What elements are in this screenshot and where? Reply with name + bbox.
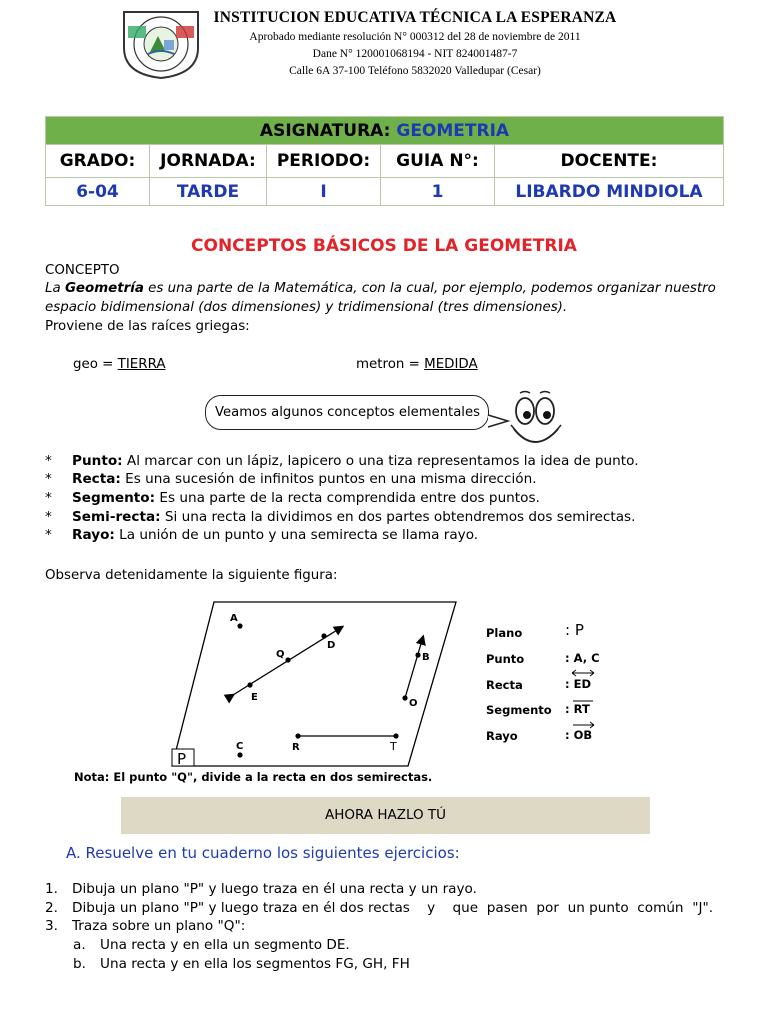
concepto-text-c: es una parte de la Matemática, con la cual, por ejemplo, podemos organizar nuestro bbox=[143, 281, 716, 296]
course-info-table bbox=[45, 116, 724, 206]
legend-segmento-value: : RT bbox=[565, 702, 590, 716]
geo-definition bbox=[73, 355, 166, 374]
double-arrow-icon bbox=[571, 669, 595, 677]
point-a bbox=[237, 623, 242, 628]
grado-value: 6-04 bbox=[46, 178, 150, 206]
plane-label: P bbox=[177, 750, 187, 768]
geo-value: TIERRA bbox=[117, 357, 166, 372]
bullet-rayo: * Rayo: La unión de un punto y una semirecta se llama rayo. bbox=[45, 527, 479, 543]
point-e bbox=[247, 682, 252, 687]
concepto-text-a: La bbox=[45, 281, 65, 296]
concepto-paragraph-line1 bbox=[45, 279, 735, 298]
bullet-segmento: * Segmento: Es una parte de la recta comprendida entre dos puntos. bbox=[45, 490, 540, 506]
plane-outline bbox=[172, 602, 456, 766]
point-q bbox=[285, 657, 290, 662]
legend-punto-value: : A, C bbox=[565, 651, 600, 665]
bullet-recta: * Recta: Es una sucesión de infinitos puntos en una misma dirección. bbox=[45, 471, 537, 487]
exercise-number: 1. bbox=[45, 881, 58, 897]
overline-bar-icon bbox=[573, 699, 593, 703]
exercise-1 bbox=[45, 880, 477, 898]
label-q: Q bbox=[276, 649, 285, 660]
section-a-heading: A. Resuelve en tu cuaderno los siguientes ejercicios: bbox=[66, 844, 460, 862]
geometry-figure bbox=[160, 596, 470, 771]
smiley-face-icon bbox=[470, 385, 570, 455]
bullet-punto: * Punto: Al marcar con un lápiz, lapicero o una tiza representamos la idea de punto. bbox=[45, 453, 639, 469]
ahora-hazlo-banner: AHORA HAZLO TÚ bbox=[121, 797, 650, 834]
exercise-text: Una recta y en ella los segmentos FG, GH, FH bbox=[100, 956, 410, 972]
observe-instruction: Observa detenidamente la siguiente figura: bbox=[45, 568, 338, 583]
point-o bbox=[402, 695, 407, 700]
guia-header: GUIA N°: bbox=[381, 145, 495, 178]
exercise-text: Dibuja un plano "P" y luego traza en él dos rectas y que pasen por un punto común "J". bbox=[72, 900, 714, 916]
legend-recta-value: : ED bbox=[565, 677, 592, 691]
bullet-semirecta: * Semi-recta: Si una recta la dividimos en dos partes obtendremos dos semirectas. bbox=[45, 509, 636, 525]
legend-plano-label: Plano bbox=[486, 626, 523, 640]
docente-value: LIBARDO MINDIOLA bbox=[495, 178, 724, 206]
bullet-term: Rayo: bbox=[72, 527, 115, 543]
guia-value: 1 bbox=[381, 178, 495, 206]
exercise-text: Dibuja un plano "P" y luego traza en él una recta y un rayo. bbox=[72, 881, 477, 897]
legend-punto-label: Punto bbox=[486, 652, 525, 666]
address-line: Calle 6A 37-100 Teléfono 5832020 Valledupar (Cesar) bbox=[289, 65, 541, 77]
bullet-term: Segmento: bbox=[72, 490, 156, 506]
resolution-line: Aprobado mediante resolución N° 000312 del 28 de noviembre de 2011 bbox=[249, 31, 581, 43]
bullet-text: Es una parte de la recta comprendida entre dos puntos. bbox=[155, 490, 540, 506]
exercise-text: Traza sobre un plano "Q": bbox=[72, 918, 246, 934]
point-r bbox=[295, 733, 300, 738]
figure-note: Nota: El punto "Q", divide a la recta en dos semirectas. bbox=[74, 770, 433, 784]
speech-bubble: Veamos algunos conceptos elementales bbox=[205, 395, 489, 430]
metron-value: MEDIDA bbox=[424, 357, 478, 372]
bullet-term: Semi-recta: bbox=[72, 509, 161, 525]
bullet-text: Al marcar con un lápiz, lapicero o una tiza representamos la idea de punto. bbox=[122, 453, 639, 469]
metron-label: metron = bbox=[356, 357, 425, 372]
label-d: D bbox=[327, 640, 336, 651]
ray-ob bbox=[405, 637, 423, 698]
legend-rayo-label: Rayo bbox=[486, 729, 518, 743]
dane-nit-line: Dane N° 120001068194 - NIT 824001487-7 bbox=[312, 48, 518, 60]
exercise-text: Una recta y en ella un segmento DE. bbox=[100, 937, 350, 953]
exercise-3a bbox=[73, 936, 350, 954]
school-seal-logo bbox=[120, 8, 202, 80]
label-c: C bbox=[236, 741, 244, 752]
periodo-value: I bbox=[267, 178, 381, 206]
grado-header: GRADO: bbox=[46, 145, 150, 178]
jornada-header: JORNADA: bbox=[150, 145, 267, 178]
exercise-number: 2. bbox=[45, 900, 58, 916]
label-e: E bbox=[251, 692, 258, 703]
exercise-number: 3. bbox=[45, 918, 58, 934]
legend-segmento-label: Segmento bbox=[486, 703, 552, 717]
bullet-text: Es una sucesión de infinitos puntos en una misma dirección. bbox=[120, 471, 537, 487]
periodo-header: PERIODO: bbox=[267, 145, 381, 178]
label-t: T bbox=[390, 740, 397, 753]
metron-definition bbox=[356, 355, 478, 374]
legend-plano-value: : P bbox=[565, 621, 584, 639]
legend-rayo-value: : OB bbox=[565, 728, 593, 742]
exercise-3 bbox=[45, 917, 245, 935]
label-o: O bbox=[409, 698, 418, 709]
point-b bbox=[415, 652, 420, 657]
exercise-number: a. bbox=[73, 937, 86, 953]
jornada-value: TARDE bbox=[150, 178, 267, 206]
point-d bbox=[321, 633, 326, 638]
page-title: CONCEPTOS BÁSICOS DE LA GEOMETRIA bbox=[191, 236, 577, 256]
concepto-paragraph-line2: espacio bidimensional (dos dimensiones) y tridimensional (tres dimensiones). bbox=[45, 300, 568, 315]
point-c bbox=[237, 752, 242, 757]
docente-header: DOCENTE: bbox=[495, 145, 724, 178]
concepto-heading: CONCEPTO bbox=[45, 263, 120, 278]
label-r: R bbox=[292, 742, 300, 753]
ray-arrow-icon bbox=[573, 721, 595, 729]
bullet-text: Si una recta la dividimos en dos partes obtendremos dos semirectas. bbox=[160, 509, 636, 525]
school-name: INSTITUCION EDUCATIVA TÉCNICA LA ESPERANZA bbox=[213, 9, 617, 26]
bullet-term: Punto: bbox=[72, 453, 123, 469]
legend-recta-label: Recta bbox=[486, 678, 523, 692]
point-t bbox=[393, 733, 398, 738]
asignatura-value: GEOMETRIA bbox=[396, 120, 510, 141]
exercise-number: b. bbox=[73, 956, 86, 972]
geometria-term: Geometría bbox=[64, 281, 144, 296]
geo-label: geo = bbox=[73, 357, 118, 372]
asignatura-cell bbox=[46, 117, 724, 145]
label-b: B bbox=[422, 652, 430, 663]
asignatura-label: ASIGNATURA: bbox=[259, 120, 391, 141]
exercise-3b bbox=[73, 955, 410, 973]
label-a: A bbox=[230, 613, 238, 624]
bullet-term: Recta: bbox=[72, 471, 121, 487]
raices-line: Proviene de las raíces griegas: bbox=[45, 319, 250, 334]
bullet-text: La unión de un punto y una semirecta se llama rayo. bbox=[114, 527, 479, 543]
exercise-2 bbox=[45, 899, 713, 917]
